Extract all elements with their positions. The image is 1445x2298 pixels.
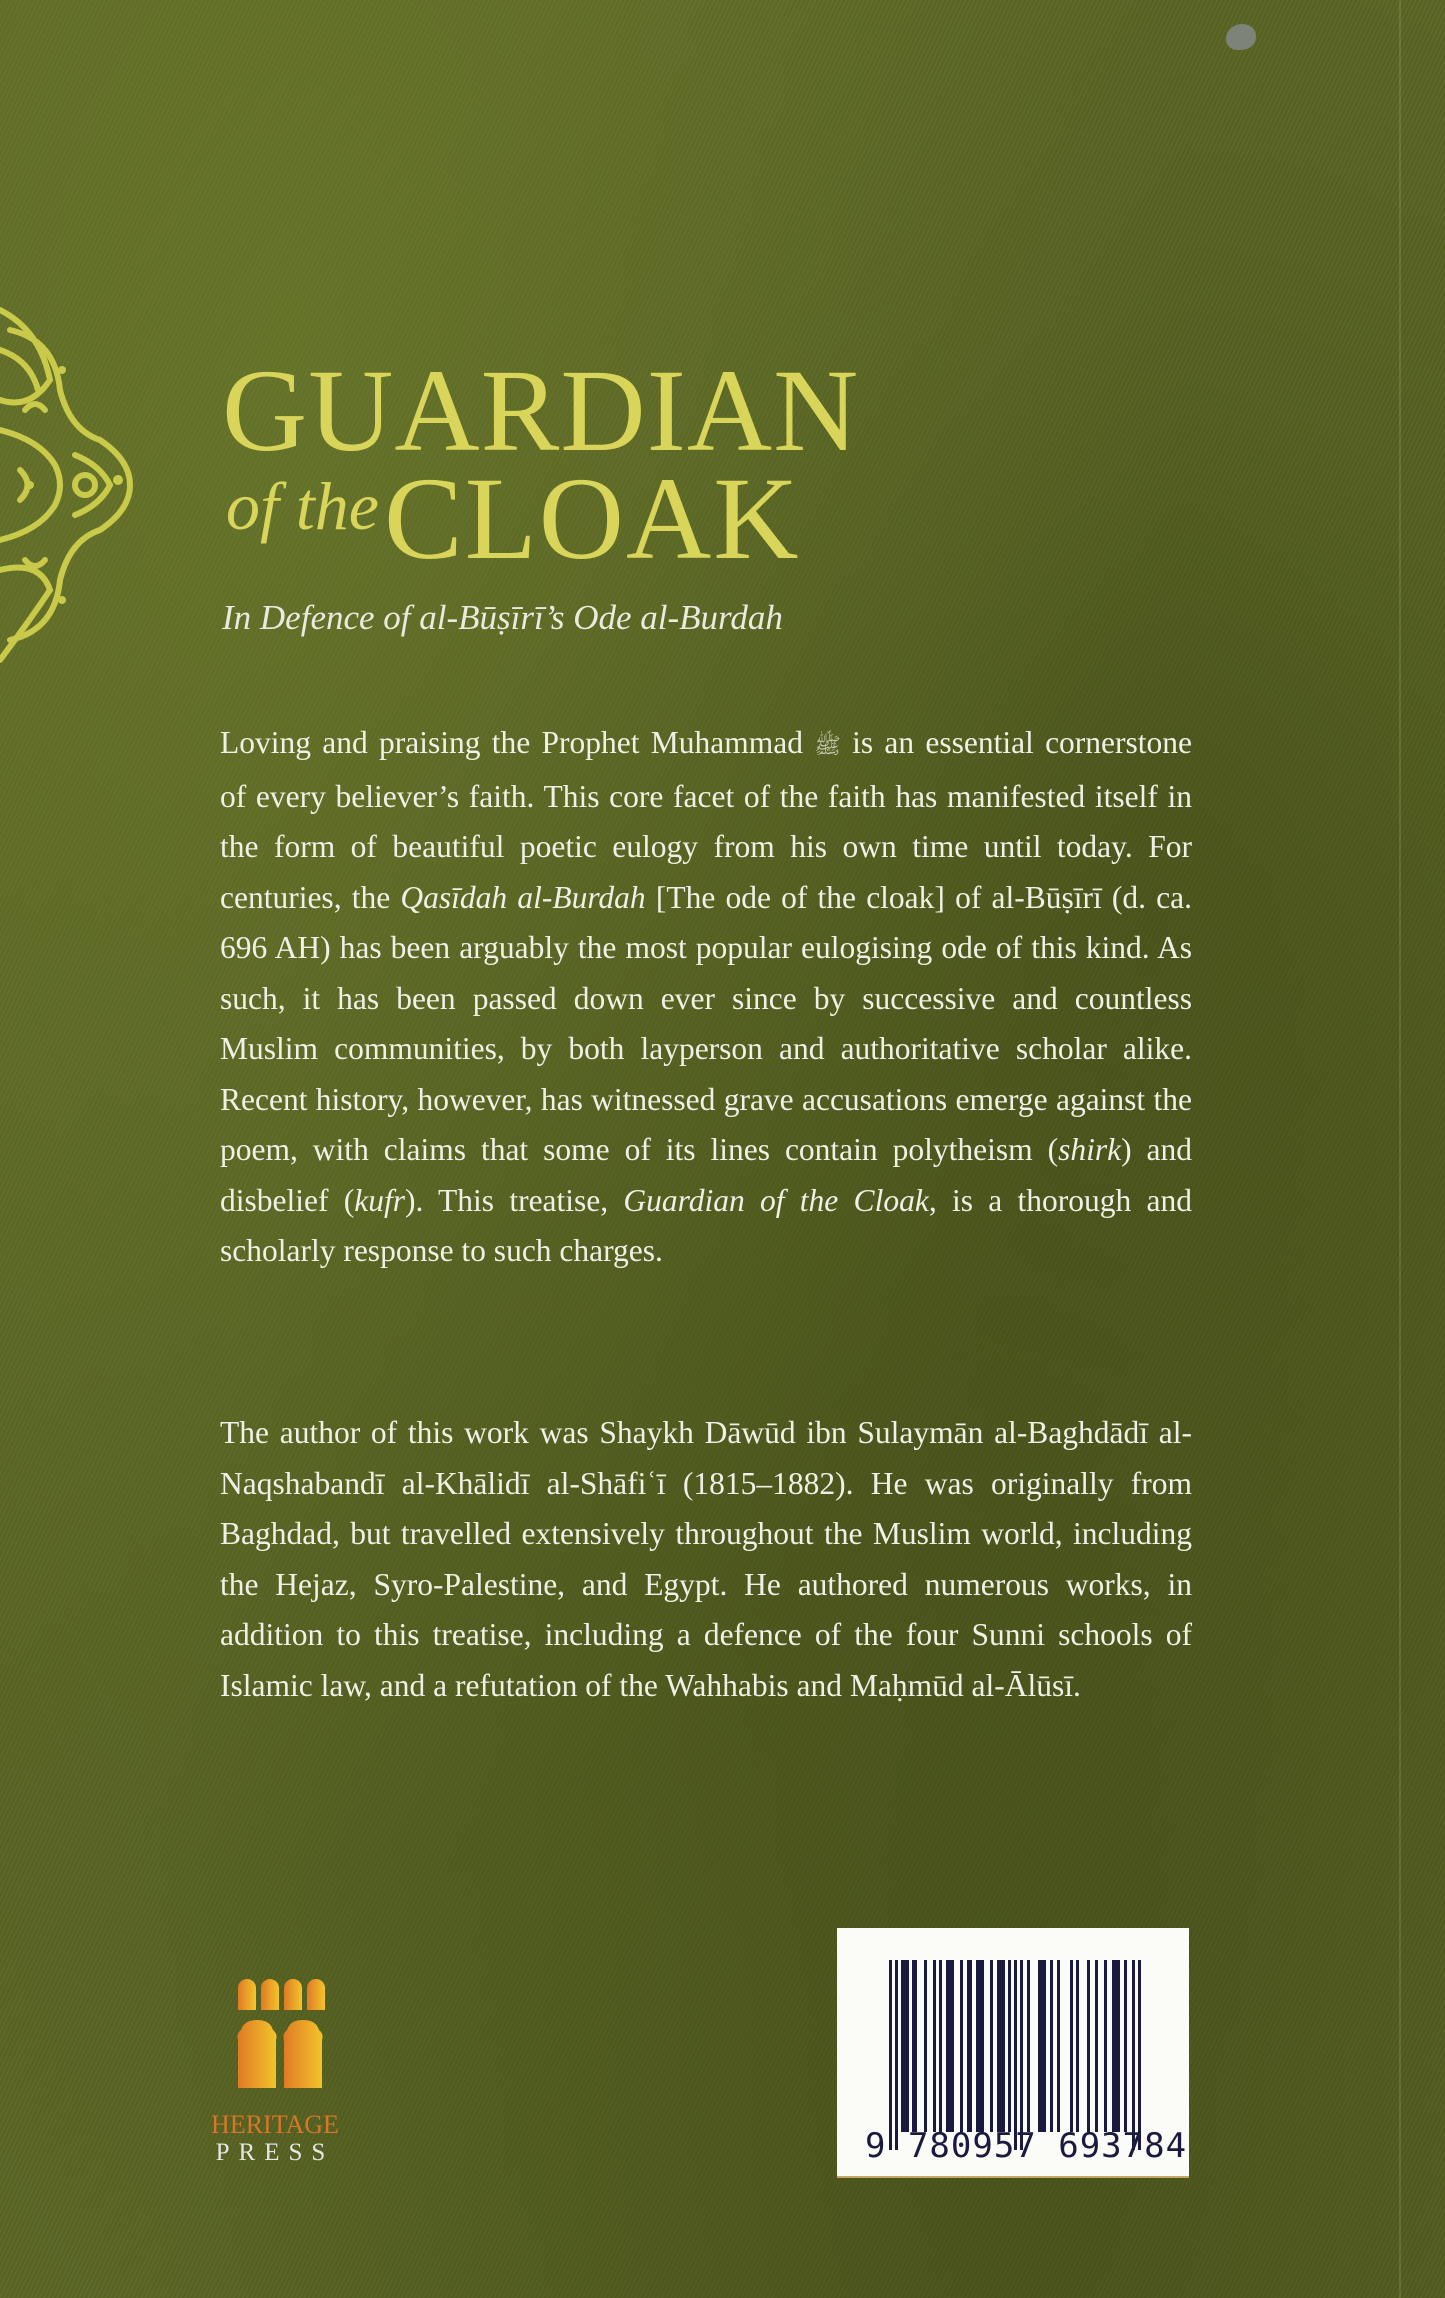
publisher-press: PRESS <box>215 2139 335 2166</box>
blurb-paragraph-2: The author of this work was Shaykh Dāwūd ibn Sulaymān al-Baghdādī al-Naqshabandī al-Khālidī al-Shāfiʿī (1815–1882). He was originally from Baghdad, but travelled extensively throughout the Muslim world, including the Hejaz, Syro-Palestine, and Egypt. He authored numerous works, in addition to this treatise, including a defence of the four Sunni schools of Islamic law, and a refutation of the Wahhabis and Maḥmūd al-Ālūsī. <box>220 1415 1192 1703</box>
term-shirk: shirk <box>1058 1132 1122 1167</box>
isbn-number: 9 780957 693784 <box>865 2126 1188 2166</box>
honorific-icon: ﷺ <box>814 733 841 758</box>
isbn-barcode <box>837 1928 1189 2176</box>
book-title-inline: Guardian of the Cloak <box>623 1182 929 1218</box>
book-subtitle: In Defence of al-Būṣīrī’s Ode al-Burdah <box>222 598 783 637</box>
blurb-paragraph-1: Loving and praising the Prophet Muhammad ﷺ is an essential cornerstone of every believer’s faith. This core facet of the faith has manifested itself in the form of beautiful poetic eulogy from his own time until today. For centuries, the Qasīdah al-Burdah [The ode of the cloak] of al-Būṣīrī (d. ca. 696 AH) has been arguably the most popular eulogising ode of this kind. As such, it has been passed down ever since by successive and countless Muslim communities, by both layperson and authoritative scholar alike. Recent history, however, has witnessed grave accusations emerge against the poem, with claims that some of its lines contain polytheism (shirk) and disbelief (kufr). This treatise, Guardian of the Cloak, is a thorough and scholarly response to such charges. <box>220 725 1193 1268</box>
title-of-the: of the <box>226 468 379 544</box>
title-guardian: GUARDIAN <box>222 345 860 476</box>
cover-scuff-mark <box>1226 24 1256 50</box>
qasidah-title: Qasīdah al-Burdah <box>400 879 646 915</box>
title-cloak: CLOAK <box>384 453 801 584</box>
spine-crease <box>1399 0 1401 2298</box>
arched-windows-logo-icon <box>236 1978 340 2088</box>
arabesque-ornament-icon <box>0 290 135 680</box>
term-kufr: kufr <box>354 1182 405 1218</box>
publisher-name: HERITAGE <box>211 2110 339 2139</box>
